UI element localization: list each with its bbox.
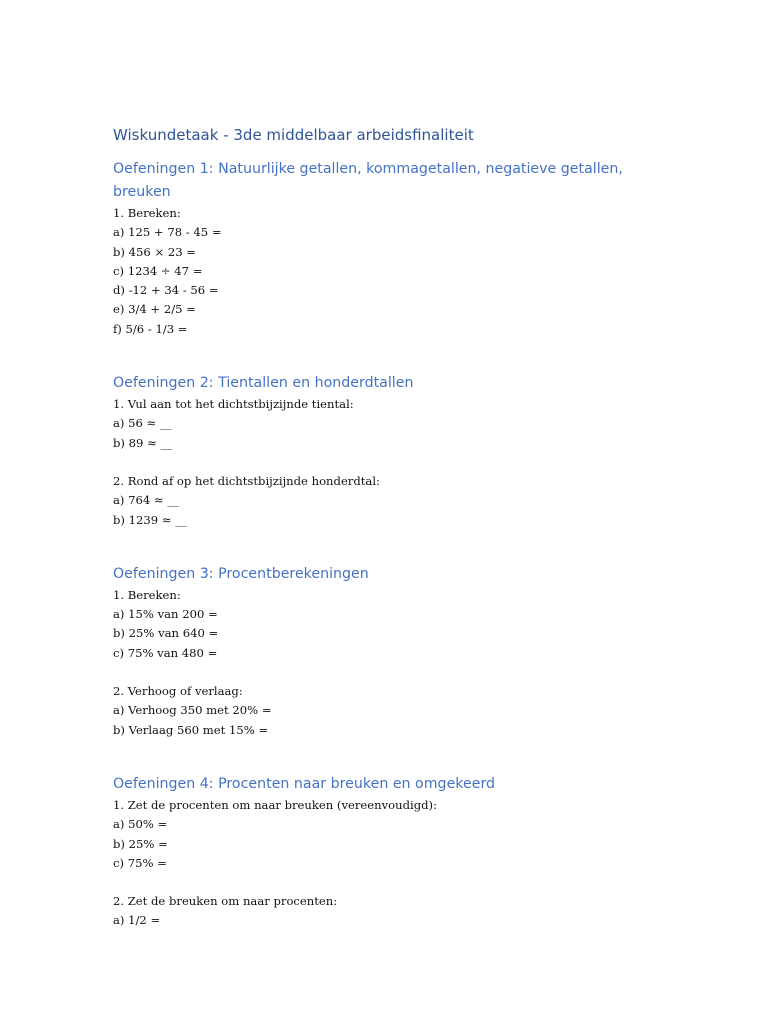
exercise-section-2	[113, 372, 653, 530]
document-title: Wiskundetaak - 3de middelbaar arbeidsfinaliteit	[113, 126, 474, 144]
exercise-item: c) 75% van 480 =	[113, 645, 218, 660]
exercise-item: b) 25% van 640 =	[113, 626, 219, 641]
exercise-item: a) Verhoog 350 met 20% =	[113, 703, 272, 718]
exercise-item: c) 1234 ÷ 47 =	[113, 263, 203, 278]
exercise-item: d) -12 + 34 - 56 =	[113, 283, 219, 298]
section-heading: Oefeningen 3: Procentberekeningen	[113, 565, 369, 582]
exercise-intro: 1. Bereken:	[113, 587, 181, 602]
exercise-item: b) 25% =	[113, 836, 168, 851]
document-page	[113, 124, 653, 931]
exercise-intro: 2. Zet de breuken om naar procenten:	[113, 894, 338, 909]
exercise-section-1	[113, 158, 653, 339]
exercise-item: a) 764 ≈ __	[113, 493, 179, 508]
exercise-section-4	[113, 773, 653, 931]
exercise-item: b) 456 × 23 =	[113, 244, 196, 259]
blank-line	[113, 453, 653, 472]
blank-line	[113, 663, 653, 682]
exercise-item: a) 1/2 =	[113, 913, 161, 928]
exercise-item: a) 15% van 200 =	[113, 607, 218, 622]
section-spacer	[113, 740, 653, 773]
exercise-item: b) 1239 ≈ __	[113, 512, 187, 527]
section-spacer	[113, 530, 653, 563]
exercise-intro: 1. Bereken:	[113, 206, 181, 220]
exercise-item: f) 5/6 - 1/3 =	[113, 321, 188, 336]
exercise-item: e) 3/4 + 2/5 =	[113, 302, 196, 317]
section-heading: Oefeningen 2: Tientallen en honderdtallen	[113, 375, 414, 392]
exercise-item: b) 89 ≈ __	[113, 435, 173, 450]
exercise-intro: 1. Vul aan tot het dichtstbijzijnde tiental:	[113, 397, 354, 412]
blank-line	[113, 873, 653, 892]
exercise-item: a) 125 + 78 - 45 =	[113, 225, 222, 240]
section-spacer	[113, 339, 653, 372]
exercise-intro: 2. Rond af op het dichtstbijzijnde honderdtal:	[113, 473, 380, 488]
exercise-intro: 1. Zet de procenten om naar breuken (vereenvoudigd):	[113, 797, 437, 812]
section-heading: Oefeningen 1: Natuurlijke getallen, kommagetallen, negatieve getallen, breuken	[113, 161, 623, 200]
section-heading: Oefeningen 4: Procenten naar breuken en omgekeerd	[113, 775, 496, 792]
exercise-intro: 2. Verhoog of verlaag:	[113, 684, 243, 699]
exercise-item: a) 50% =	[113, 817, 168, 832]
exercise-item: b) Verlaag 560 met 15% =	[113, 722, 269, 737]
exercise-item: a) 56 ≈ __	[113, 416, 172, 431]
exercise-item: c) 75% =	[113, 855, 167, 870]
exercise-section-3	[113, 563, 653, 740]
